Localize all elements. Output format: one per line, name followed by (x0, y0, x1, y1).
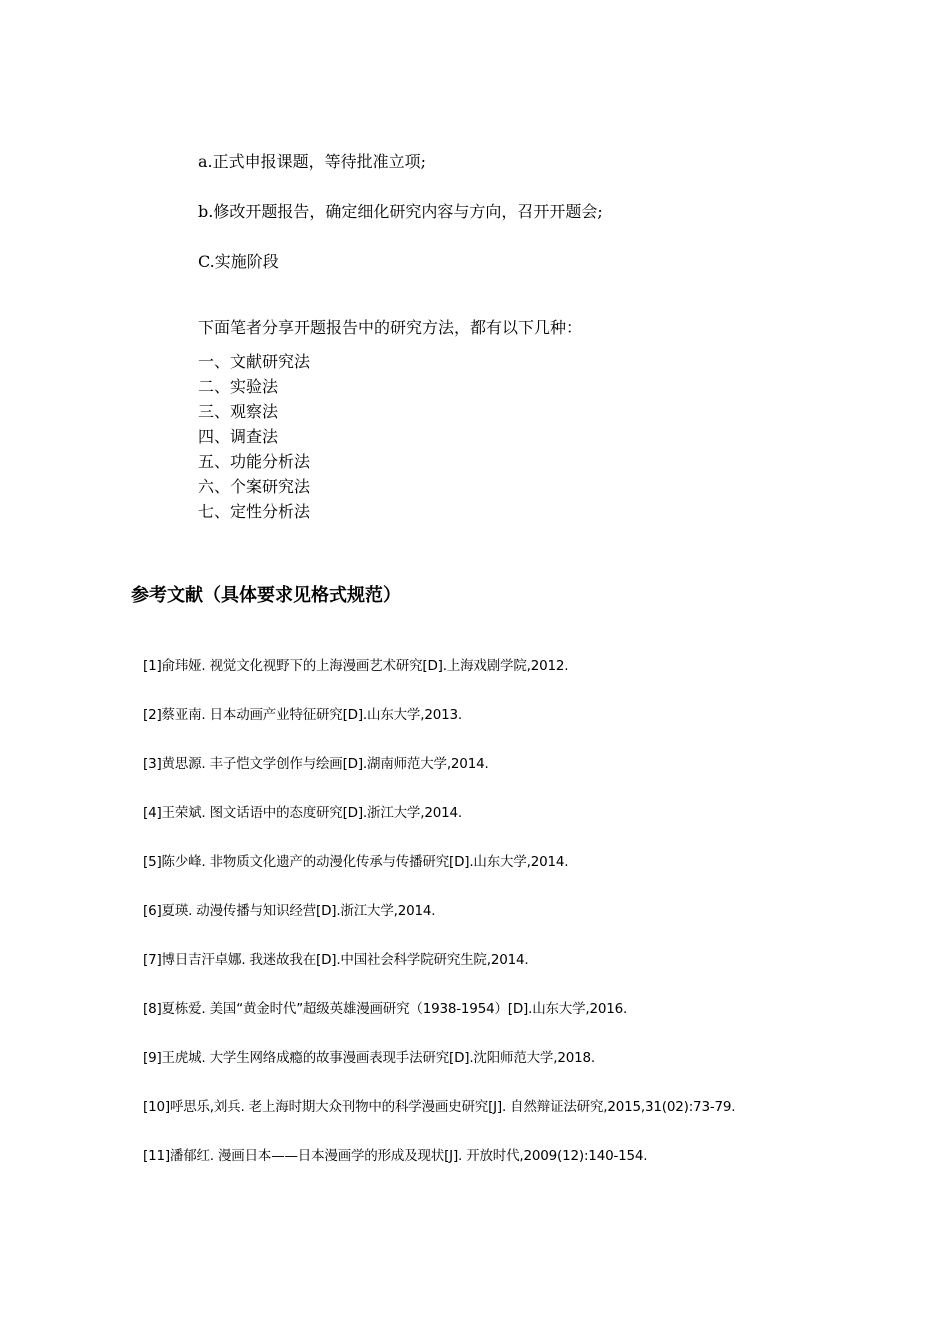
method-item: 三、观察法 (198, 402, 279, 421)
reference-item: [3]黄思源. 丰子恺文学创作与绘画[D].湖南师范大学,2014. (143, 756, 489, 772)
reference-item: [6]夏瑛. 动漫传播与知识经营[D].浙江大学,2014. (143, 903, 436, 919)
method-item: 四、调查法 (198, 427, 279, 446)
reference-item: [9]王虎城. 大学生网络成瘾的故事漫画表现手法研究[D].沈阳师范大学,2018. (143, 1050, 595, 1066)
reference-item: [2]蔡亚南. 日本动画产业特征研究[D].山东大学,2013. (143, 707, 462, 723)
method-item: 五、功能分析法 (198, 452, 311, 471)
step-item: a.正式申报课题，等待批准立项; (198, 152, 427, 171)
method-item: 七、定性分析法 (198, 502, 311, 521)
reference-item: [8]夏栋爱. 美国“黄金时代”超级英雄漫画研究（1938-1954）[D].山东大学,2016. (143, 1001, 628, 1017)
reference-item: [10]呼思乐,刘兵. 老上海时期大众刊物中的科学漫画史研究[J]. 自然辩证法研究,2015,31(02):73-79. (143, 1099, 736, 1115)
step-item: C.实施阶段 (198, 252, 279, 271)
stage-steps (198, 150, 898, 300)
method-item: 六、个案研究法 (198, 477, 311, 496)
method-item: 二、实验法 (198, 377, 279, 396)
research-methods-list (198, 349, 310, 524)
reference-item: [1]俞玮娅. 视觉文化视野下的上海漫画艺术研究[D].上海戏剧学院,2012. (143, 658, 569, 674)
reference-item: [11]潘郁红. 漫画日本——日本漫画学的形成及现状[J]. 开放时代,2009(12):140-154. (143, 1148, 648, 1164)
step-item: b.修改开题报告，确定细化研究内容与方向，召开开题会; (198, 202, 603, 221)
reference-item: [7]博日吉汗卓娜. 我迷故我在[D].中国社会科学院研究生院,2014. (143, 952, 529, 968)
methods-intro: 下面笔者分享开题报告中的研究方法，都有以下几种： (198, 318, 583, 337)
references-list (143, 655, 923, 1194)
reference-item: [5]陈少峰. 非物质文化遗产的动漫化传承与传播研究[D].山东大学,2014. (143, 854, 569, 870)
reference-item: [4]王荣斌. 图文话语中的态度研究[D].浙江大学,2014. (143, 805, 462, 821)
method-item: 一、文献研究法 (198, 352, 311, 371)
references-heading: 参考文献（具体要求见格式规范） (131, 585, 401, 606)
